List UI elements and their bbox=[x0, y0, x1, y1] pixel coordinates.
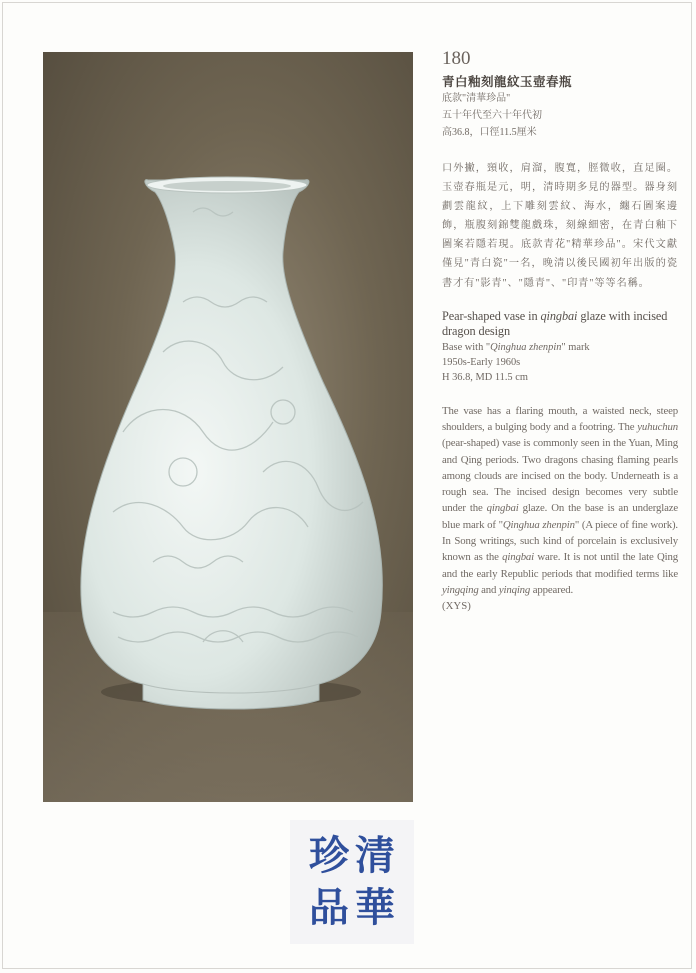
catalog-number: 180 bbox=[442, 48, 471, 69]
author-credit: (XYS) bbox=[442, 600, 471, 613]
catalog-entry bbox=[442, 48, 678, 614]
chinese-title: 青白釉刻龍紋玉壺春瓶 bbox=[442, 75, 573, 89]
seal-characters bbox=[306, 830, 398, 934]
chinese-mark: 底款"清華珍品" bbox=[442, 93, 511, 104]
chinese-description: 口外撇，頸收，肩溜，腹寬，脛微收，直足圈。玉壺春瓶是元，明，清時期多見的器型。器身刻劃雲龍紋，上下雕刻雲紋、海水，纏石圖案邊飾，瓶腹刻錦雙龍戲珠，刻線細密，在青白釉下圖案若隱若現。底款青花"精華珍品"。宋代文獻僅見"青白瓷"一名，晚清以後民國初年出版的瓷書才有"影青"、"隱青"、"印青"等等名稱。 bbox=[442, 163, 678, 289]
seal-char-qing: 清 bbox=[355, 832, 395, 879]
seal-char-pin: 品 bbox=[309, 884, 349, 931]
seal-char-zhen: 珍 bbox=[309, 832, 349, 879]
chinese-date: 五十年代至六十年代初 bbox=[442, 110, 542, 121]
vase-body bbox=[81, 180, 383, 709]
english-mark: Base with "Qinghua zhenpin" mark bbox=[442, 341, 590, 353]
english-title: Pear-shaped vase in qingbai glaze with incised dragon design bbox=[442, 308, 668, 339]
seal-char-hua: 華 bbox=[355, 884, 395, 931]
vase-photo bbox=[43, 52, 413, 802]
english-description: The vase has a flaring mouth, a waisted neck, steep shoulders, a bulging body and a footring. The yuhuchun (pear-shaped) vase is commonly seen in the Yuan, Ming and Qing periods. Two dragons chasing flaming pearls among clouds are incised on the body. Underneath is a rough sea. The incised design becomes very subtle under the qingbai glaze. On the base is an underglaze blue mark of "Qinghua zhenpin" (A piece of fine work). In Song writings, such kind of porcelain is exclusively known as the qingbai ware. It is not until the late Qing and the early Republic periods that modified terms like yingqing and yinqing appeared. bbox=[442, 404, 679, 596]
english-date: 1950s-Early 1960s bbox=[442, 356, 521, 368]
english-dimensions: H 36.8, MD 11.5 cm bbox=[442, 371, 528, 383]
chinese-dimensions: 高36.8，口徑11.5厘米 bbox=[442, 127, 537, 138]
base-mark-seal bbox=[290, 820, 414, 944]
